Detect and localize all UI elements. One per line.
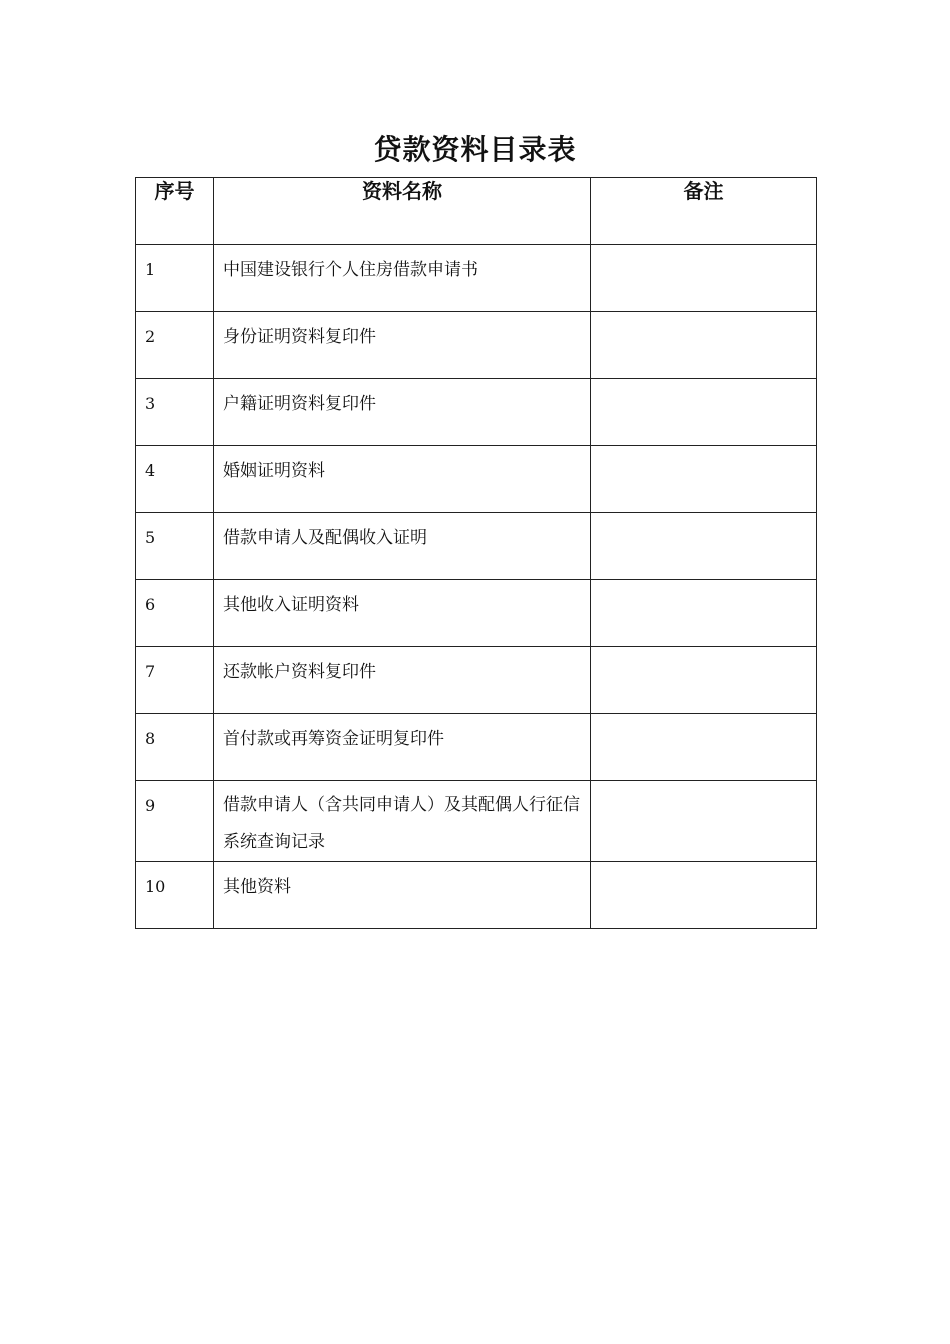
row-no: 6: [136, 580, 214, 647]
header-no: 序号: [136, 178, 214, 245]
table-row: [136, 312, 817, 379]
row-name-text: 其他资料: [223, 877, 291, 897]
table-row: [136, 513, 817, 580]
header-name: 资料名称: [214, 178, 591, 245]
table-row: [136, 862, 817, 929]
row-name: [214, 446, 591, 513]
row-name: [214, 647, 591, 714]
row-no: 7: [136, 647, 214, 714]
row-name: [214, 862, 591, 929]
header-note: 备注: [591, 178, 817, 245]
row-name-text: 身份证明资料复印件: [223, 327, 376, 347]
loan-document-catalog-table: [135, 177, 817, 929]
row-no: 4: [136, 446, 214, 513]
row-name: [214, 580, 591, 647]
row-name-text: 婚姻证明资料: [223, 461, 325, 481]
row-note: [591, 714, 817, 781]
row-name: [214, 714, 591, 781]
row-no: 3: [136, 379, 214, 446]
table-row: [136, 379, 817, 446]
row-note: [591, 781, 817, 862]
table-row: [136, 781, 817, 862]
row-name: [214, 312, 591, 379]
table-header-row: [136, 178, 817, 245]
row-no: 5: [136, 513, 214, 580]
row-name-text: 户籍证明资料复印件: [223, 394, 376, 414]
row-note: [591, 312, 817, 379]
row-name: [214, 513, 591, 580]
row-name-text: 借款申请人及配偶收入证明: [223, 528, 427, 548]
table-row: [136, 446, 817, 513]
row-no: 2: [136, 312, 214, 379]
document-title: 贷款资料目录表: [373, 133, 577, 166]
row-note: [591, 446, 817, 513]
row-name-text: 首付款或再筹资金证明复印件: [223, 729, 444, 749]
row-note: [591, 647, 817, 714]
row-no: 9: [136, 781, 214, 862]
table-row: [136, 714, 817, 781]
row-note: [591, 379, 817, 446]
row-name-text: 还款帐户资料复印件: [223, 662, 376, 682]
row-note: [591, 580, 817, 647]
row-no: 10: [136, 862, 214, 929]
table-row: [136, 245, 817, 312]
row-name-text: 其他收入证明资料: [223, 595, 359, 615]
row-name-text: 借款申请人（含共同申请人）及其配偶人行征信系统查询记录: [223, 795, 580, 852]
row-note: [591, 245, 817, 312]
row-note: [591, 513, 817, 580]
row-name-text: 中国建设银行个人住房借款申请书: [223, 260, 478, 280]
row-name: [214, 781, 591, 862]
row-no: 1: [136, 245, 214, 312]
row-no: 8: [136, 714, 214, 781]
table-row: [136, 647, 817, 714]
table-row: [136, 580, 817, 647]
row-name: [214, 379, 591, 446]
row-name: [214, 245, 591, 312]
row-note: [591, 862, 817, 929]
